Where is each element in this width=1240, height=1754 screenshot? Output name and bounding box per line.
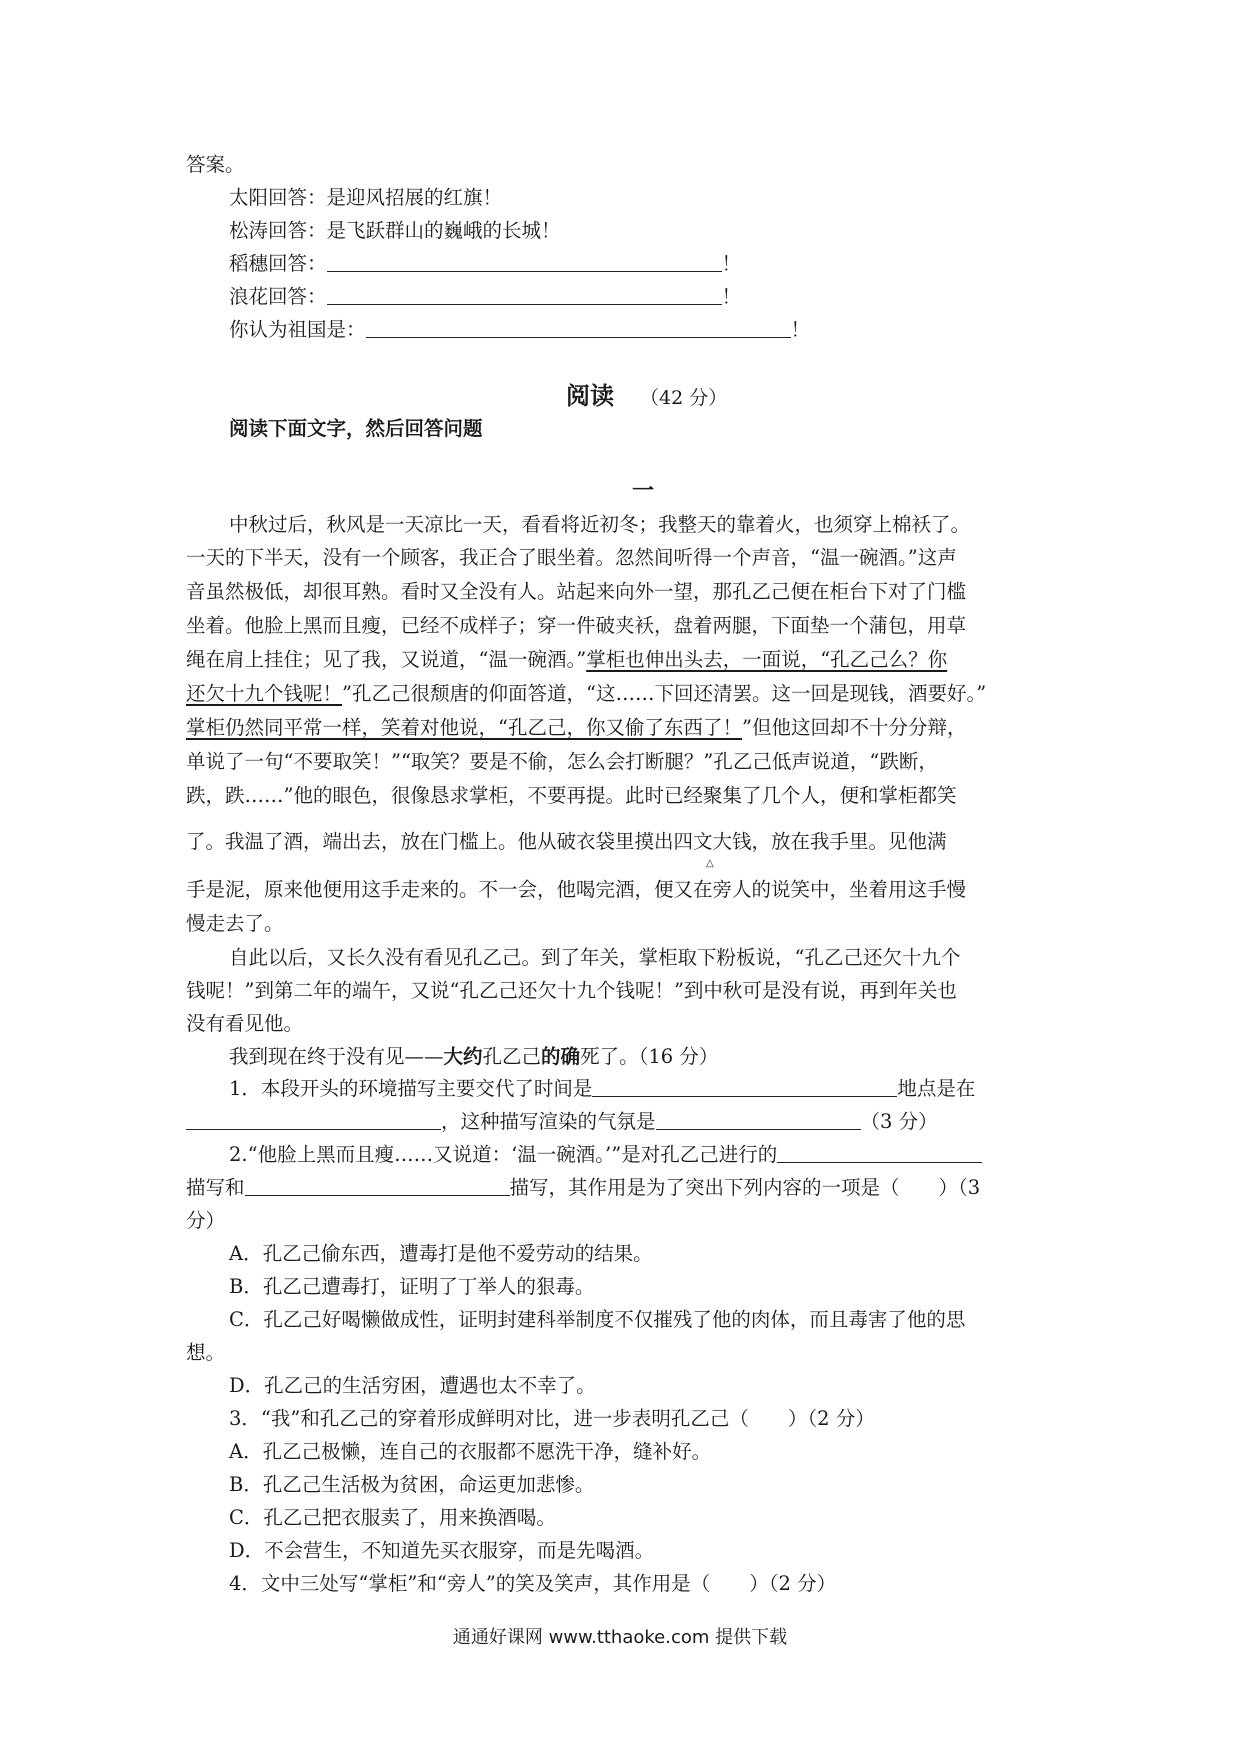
option-cont: 想。 xyxy=(186,1341,226,1364)
passage-line: 慢走去了。 xyxy=(186,912,284,935)
instruction: 阅读下面文字，然后回答问题 xyxy=(229,417,483,440)
part-number: 一 xyxy=(632,478,655,504)
text: （3 分） xyxy=(860,1110,938,1133)
section-score: （42 分） xyxy=(640,387,728,409)
option[interactable]: D．不会营生，不知道先买衣服穿，而是先喝酒。 xyxy=(229,1539,655,1562)
option[interactable]: B．孔乙己遭毒打，证明了丁举人的狠毒。 xyxy=(229,1275,595,1298)
text: 绳在肩上挂住；见了我，又说道，“温一碗酒。” xyxy=(186,648,587,671)
fill-blank[interactable] xyxy=(366,317,791,338)
question-4: 4．文中三处写“掌柜”和“旁人”的笑及笑声，其作用是（ ）（2 分） xyxy=(229,1572,837,1595)
answer-line-you xyxy=(229,317,810,343)
option[interactable]: A．孔乙己极懒，连自己的衣服都不愿洗干净，缝补好。 xyxy=(229,1440,712,1463)
fill-blank[interactable] xyxy=(592,1076,897,1097)
fill-blank[interactable] xyxy=(327,284,722,305)
passage-line xyxy=(186,647,947,673)
question-2-cont: 分） xyxy=(186,1209,226,1232)
text: 描写和 xyxy=(186,1176,245,1199)
fill-blank[interactable] xyxy=(656,1109,861,1130)
text-line: 太阳回答：是迎风招展的红旗！ xyxy=(229,186,503,209)
passage-line xyxy=(229,1044,718,1070)
option[interactable]: C．孔乙己把衣服卖了，用来换酒喝。 xyxy=(229,1506,556,1529)
passage-line: 跌，跌……”他的眼色，很像恳求掌柜，不要再提。此时已经聚集了几个人，便和掌柜都笑 xyxy=(186,784,957,807)
fill-blank[interactable] xyxy=(777,1142,982,1163)
passage-line: 一天的下半天，没有一个顾客，我正合了眼坐着。忽然间听得一个声音，“温一碗酒。”这声 xyxy=(186,546,957,569)
bold-text: 的确 xyxy=(541,1045,581,1068)
underlined-text: 掌柜仍然同平常一样，笑着对他说，“孔乙己，你又偷了东西了！ xyxy=(186,716,742,739)
text: 2.“他脸上黑而且瘦……又说道：‘温一碗酒。’”是对孔乙己进行的 xyxy=(229,1143,778,1166)
text: 地点是在 xyxy=(897,1077,976,1100)
bold-text: 大约 xyxy=(443,1045,483,1068)
option[interactable]: C．孔乙己好喝懒做成性，证明封建科举制度不仅摧残了他的肉体，而且毒害了他的思 xyxy=(229,1308,966,1331)
question-1 xyxy=(229,1076,975,1102)
text: 死了。（16 分） xyxy=(580,1045,719,1068)
text: ”孔乙己很颓唐的仰面答道，“这……下回还清罢。这一回是现钱，酒要好。” xyxy=(342,682,987,705)
underlined-text: 还欠十九个钱呢！ xyxy=(186,682,343,705)
text: 1．本段开头的环境描写主要交代了时间是 xyxy=(229,1077,593,1100)
text-line: 松涛回答：是飞跃群山的巍峨的长城！ xyxy=(229,219,561,242)
option[interactable]: D．孔乙己的生活穷困，遭遇也太不幸了。 xyxy=(229,1374,596,1397)
label: 浪花回答： xyxy=(229,285,327,308)
answer-line-rice xyxy=(229,251,741,277)
option[interactable]: B．孔乙己生活极为贫困，命运更加悲惨。 xyxy=(229,1473,595,1496)
passage-line: 自此以后，又长久没有看见孔乙己。到了年关，掌柜取下粉板说，“孔乙己还欠十九个 xyxy=(229,946,961,969)
passage-line: 钱呢！”到第二年的端午，又说“孔乙己还欠十九个钱呢！”到中秋可是没有说，再到年关也 xyxy=(186,979,957,1002)
footer: 通通好课网 www.tthaoke.com 提供下载 xyxy=(452,1627,788,1648)
label: 稻穗回答： xyxy=(229,252,327,275)
passage-line: 坐着。他脸上黑而且瘦，已经不成样子；穿一件破夹袄，盘着两腿，下面垫一个蒲包，用草 xyxy=(186,614,967,637)
text: 描写，其作用是为了突出下列内容的一项是（ ）（3 xyxy=(509,1176,981,1199)
passage-line: 了。我温了酒，端出去，放在门槛上。他从破衣袋里摸出四文大钱，放在我手里。见他满 xyxy=(186,830,947,853)
fill-blank[interactable] xyxy=(186,1109,441,1130)
label: 你认为祖国是： xyxy=(229,318,366,341)
section-title: 阅读 xyxy=(566,381,614,410)
passage-line: 单说了一句“不要取笑！”“取笑？要是不偷，怎么会打断腿？”孔乙己低声说道，“跌断， xyxy=(186,750,938,773)
emphasis-mark: △ xyxy=(706,858,714,869)
text-line: 答案。 xyxy=(186,153,245,176)
text: 孔乙己 xyxy=(482,1045,542,1068)
answer-line-wave xyxy=(229,284,741,310)
option[interactable]: A．孔乙己偷东西，遭毒打是他不爱劳动的结果。 xyxy=(229,1242,653,1265)
question-2-cont xyxy=(186,1175,980,1201)
passage-line xyxy=(186,681,986,707)
question-1-cont xyxy=(186,1109,938,1135)
passage-line: 音虽然极低，却很耳熟。看时又全没有人。站起来向外一望，那孔乙己便在柜台下对了门槛 xyxy=(186,580,967,603)
excl: ！ xyxy=(721,252,742,275)
text: 我到现在终于没有见—— xyxy=(229,1045,444,1068)
question-3: 3．“我”和孔乙己的穿着形成鲜明对比，进一步表明孔乙己（ ）（2 分） xyxy=(229,1407,875,1430)
text: ”但他这回却不十分分辩， xyxy=(741,716,967,739)
passage-line xyxy=(186,715,966,741)
text: ，这种描写渲染的气氛是 xyxy=(441,1110,656,1133)
passage-line: 没有看见他。 xyxy=(186,1012,304,1035)
underlined-text: 掌柜也伸出头去，一面说，“孔乙己么？你 xyxy=(586,648,948,671)
excl: ！ xyxy=(790,318,811,341)
fill-blank[interactable] xyxy=(245,1175,510,1196)
question-2 xyxy=(229,1142,982,1168)
passage-line: 中秋过后，秋风是一天凉比一天，看看将近初冬；我整天的靠着火，也须穿上棉袄了。 xyxy=(229,513,971,536)
excl: ！ xyxy=(721,285,742,308)
passage-line: 手是泥，原来他便用这手走来的。不一会，他喝完酒，便又在旁人的说笑中，坐着用这手慢 xyxy=(186,878,967,901)
fill-blank[interactable] xyxy=(327,251,722,272)
